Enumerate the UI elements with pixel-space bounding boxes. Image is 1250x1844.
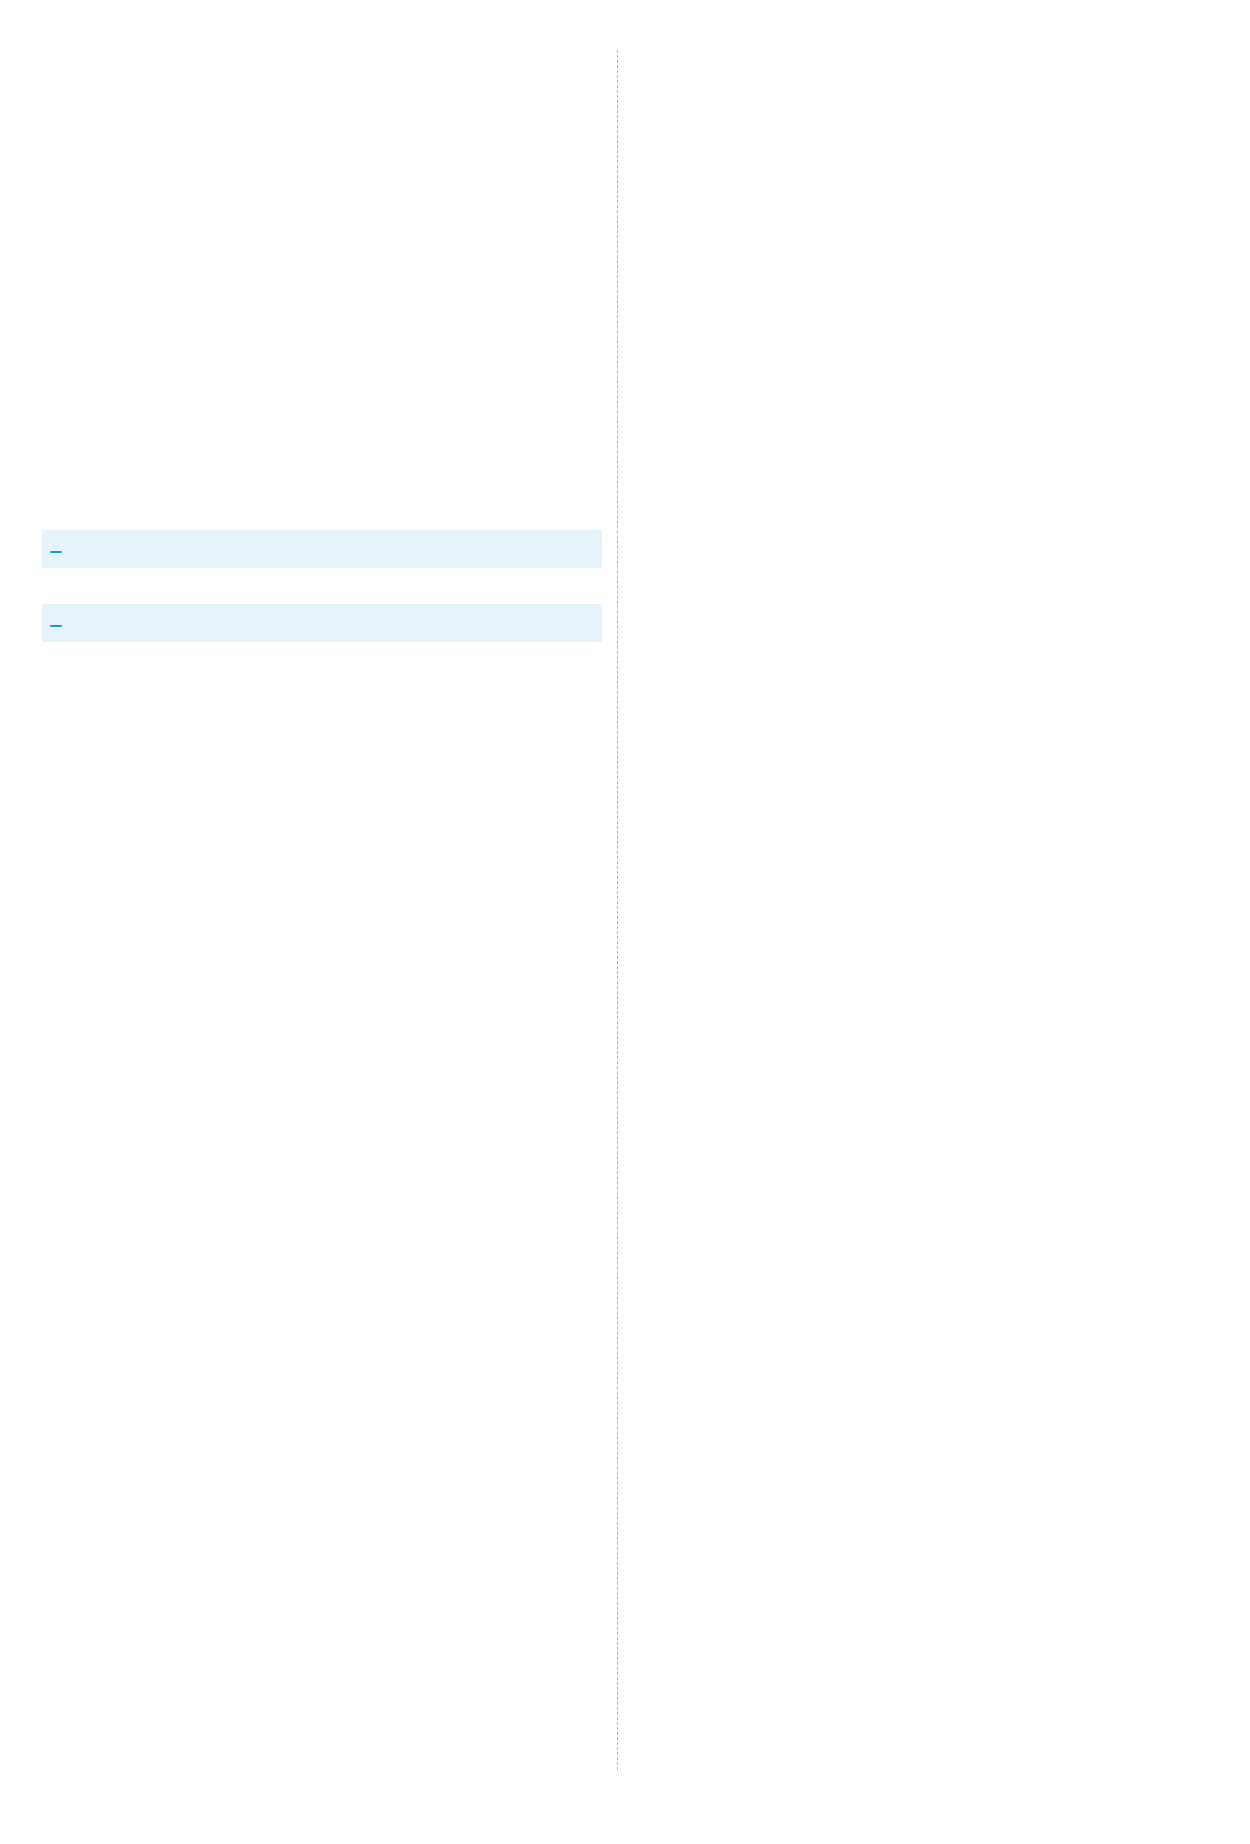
answer-item: [42, 253, 602, 283]
answer-item: [42, 372, 602, 402]
answer-item: [632, 312, 1192, 342]
answer-item: [42, 342, 602, 372]
right-column: [632, 46, 1192, 608]
answer-item: [632, 224, 1192, 254]
left-column: [42, 46, 602, 794]
answer-item: [42, 312, 602, 342]
knowledge-note: [42, 530, 602, 569]
answer-item: [632, 401, 1192, 431]
error-note: [42, 604, 602, 643]
answer-item: [632, 283, 1192, 313]
answer-item: [632, 105, 1192, 135]
answer-item: [632, 490, 1192, 520]
answer-item: [42, 194, 602, 224]
answer-item: [632, 253, 1192, 283]
answer-item: [632, 342, 1192, 372]
answer-item: [632, 460, 1192, 490]
answer-item: [632, 549, 1192, 579]
answer-item: [42, 460, 602, 490]
answer-item: [632, 135, 1192, 165]
note-badge: [50, 625, 62, 627]
answer-item: [42, 498, 602, 528]
column-divider: [617, 50, 618, 1770]
answer-item: [42, 135, 602, 165]
answer-item: [42, 705, 602, 735]
answer-item: [632, 164, 1192, 194]
answer-item: [42, 401, 602, 431]
answer-item: [42, 76, 602, 106]
answer-item: [42, 735, 602, 765]
answer-row: [42, 572, 602, 602]
answer-row: [632, 372, 1192, 402]
answer-item: [42, 46, 602, 76]
answer-item: [42, 283, 602, 313]
answer-item: [632, 520, 1192, 550]
note-badge: [50, 551, 62, 553]
answer-item: [42, 105, 602, 135]
answer-item: [632, 579, 1192, 609]
answer-item: [42, 164, 602, 194]
answer-item: [42, 765, 602, 795]
answer-item: [632, 194, 1192, 224]
answer-item: [42, 676, 602, 706]
answer-item: [632, 431, 1192, 461]
answer-item: [632, 46, 1192, 76]
answer-row: [42, 646, 602, 676]
answer-item: [42, 431, 602, 461]
answer-item: [632, 76, 1192, 106]
answer-item: [42, 224, 602, 254]
